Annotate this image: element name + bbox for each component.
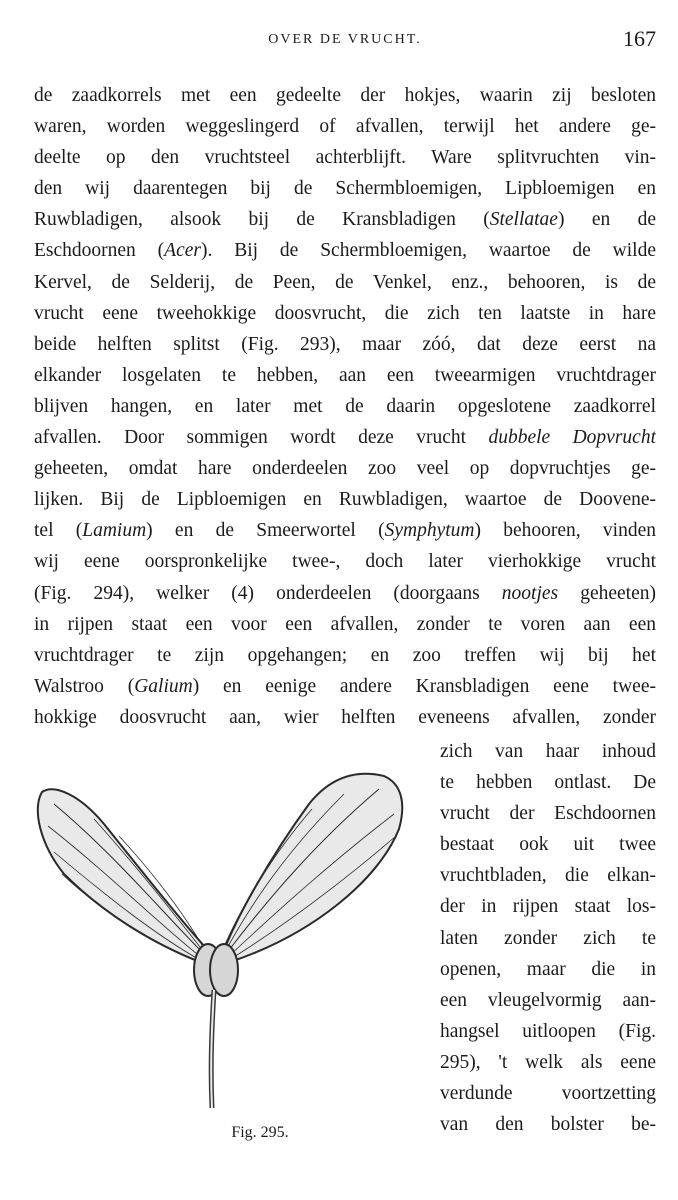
text-run: hokkige doosvrucht aan, wier helften eveneens afvallen, zonder	[34, 706, 656, 728]
text-line	[34, 173, 656, 204]
text-run: (Fig. 294), welker (4) onderdeelen (doorgaans	[34, 582, 502, 604]
text-line	[440, 1016, 656, 1047]
text-line	[440, 923, 656, 954]
text-run: geheeten)	[558, 582, 656, 604]
text-run: openen, maar die in	[440, 958, 656, 980]
italic-term: dubbele Dopvrucht	[488, 427, 656, 449]
text-run: hangsel uitloopen (Fig.	[440, 1020, 656, 1042]
body-text	[34, 80, 656, 733]
text-line	[440, 829, 656, 860]
text-line	[440, 954, 656, 985]
text-run: tel (	[34, 520, 83, 542]
text-line	[34, 609, 656, 640]
text-run: afvallen. Door sommigen wordt deze vrucht	[34, 427, 489, 449]
italic-term: nootjes	[501, 582, 559, 604]
figure-maple-samara	[34, 764, 419, 1130]
text-run: vrucht eene tweehokkige doosvrucht, die zich ten laatste in hare	[34, 302, 656, 324]
text-line	[34, 578, 656, 609]
text-line	[440, 767, 656, 798]
text-run: vrucht der Eschdoornen	[440, 803, 656, 825]
text-run: ) behooren, vinden	[474, 520, 656, 542]
text-run: der in rijpen staat los-	[440, 896, 656, 918]
text-line	[34, 111, 656, 142]
text-line	[34, 671, 656, 702]
italic-term: Stellatae	[489, 209, 558, 231]
text-line	[34, 422, 656, 453]
page-header	[34, 28, 656, 52]
text-line	[34, 80, 656, 111]
page-number: 167	[623, 26, 656, 51]
text-run: geheeten, omdat hare onderdeelen zoo veel op dopvruchtjes ge-	[34, 458, 656, 480]
text-line	[34, 702, 656, 733]
text-line	[440, 985, 656, 1016]
text-line	[440, 798, 656, 829]
text-run: elkander losgelaten te hebben, aan een tweearmigen vruchtdrager	[34, 364, 656, 386]
text-run: lijken. Bij de Lipbloemigen en Ruwbladigen, waartoe de Doovene-	[34, 489, 656, 511]
italic-term: Lamium	[82, 520, 147, 542]
text-run: de zaadkorrels met een gedeelte der hokjes, waarin zij besloten	[34, 85, 656, 106]
text-run: laten zonder zich te	[440, 927, 656, 949]
text-line	[34, 640, 656, 671]
text-run: ) en de Smeerwortel (	[146, 520, 385, 542]
text-line	[440, 736, 656, 767]
text-run: ) en eenige andere Kransbladigen eene twee-	[192, 675, 656, 697]
text-run: bestaat ook uit twee	[440, 834, 656, 856]
italic-term: Acer	[164, 240, 201, 262]
text-line	[440, 860, 656, 891]
text-run: ). Bij de Schermbloemigen, waartoe de wilde	[200, 240, 656, 262]
text-run: zich van haar inhoud	[440, 741, 656, 762]
text-run: Kervel, de Selderij, de Peen, de Venkel, enz., behooren, is de	[34, 271, 656, 293]
text-line	[34, 515, 656, 546]
text-run: vruchtbladen, die elkan-	[440, 865, 656, 887]
text-run: in rijpen staat een voor een afvallen, zonder te voren aan een	[34, 613, 656, 635]
text-line	[34, 360, 656, 391]
text-run: vruchtdrager te zijn opgehangen; en zoo treffen wij bij het	[34, 644, 656, 666]
text-run: blijven hangen, en later met de daarin opgeslotene zaadkorrel	[34, 395, 656, 417]
text-run: van den bolster be-	[440, 1114, 656, 1136]
text-run: deelte op den vruchtsteel achterblijft. Ware splitvruchten vin-	[34, 147, 656, 169]
maple-fruit-illustration	[34, 764, 419, 1130]
text-line	[34, 298, 656, 329]
text-line	[440, 1109, 656, 1140]
text-line	[34, 235, 656, 266]
text-run: een vleugelvormig aan-	[440, 989, 656, 1011]
text-run: Eschdoornen (	[34, 240, 165, 262]
text-run: 295), 't welk als eene	[440, 1051, 656, 1073]
text-line	[34, 546, 656, 577]
text-run: Walstroo (	[34, 675, 135, 697]
running-head: OVER DE VRUCHT.	[268, 32, 422, 47]
italic-term: Galium	[134, 675, 193, 697]
text-run: te hebben ontlast. De	[440, 772, 656, 794]
text-run: ) en de	[557, 209, 656, 231]
text-line	[34, 453, 656, 484]
text-line	[34, 267, 656, 298]
text-line	[440, 1047, 656, 1078]
text-run: den wij daarentegen bij de Schermbloemigen, Lipbloemigen en	[34, 178, 656, 200]
italic-term: Symphytum	[384, 520, 475, 542]
text-run: beide helften splitst (Fig. 293), maar zóó, dat deze eerst na	[34, 333, 656, 355]
text-line	[440, 1078, 656, 1109]
text-line	[34, 484, 656, 515]
text-line	[34, 391, 656, 422]
text-line	[34, 329, 656, 360]
text-run: wij eene oorspronkelijke twee-, doch later vierhokkige vrucht	[34, 551, 656, 573]
figure-caption: Fig. 295.	[231, 1124, 289, 1141]
text-line	[440, 891, 656, 922]
text-run: Ruwbladigen, alsook bij de Kransbladigen (	[34, 209, 490, 231]
text-line	[34, 204, 656, 235]
text-line	[34, 142, 656, 173]
body-text-wrapped-column	[440, 736, 656, 1140]
text-run: waren, worden weggeslingerd of afvallen, terwijl het andere ge-	[34, 116, 656, 138]
text-run: verdunde voortzetting	[440, 1083, 656, 1105]
